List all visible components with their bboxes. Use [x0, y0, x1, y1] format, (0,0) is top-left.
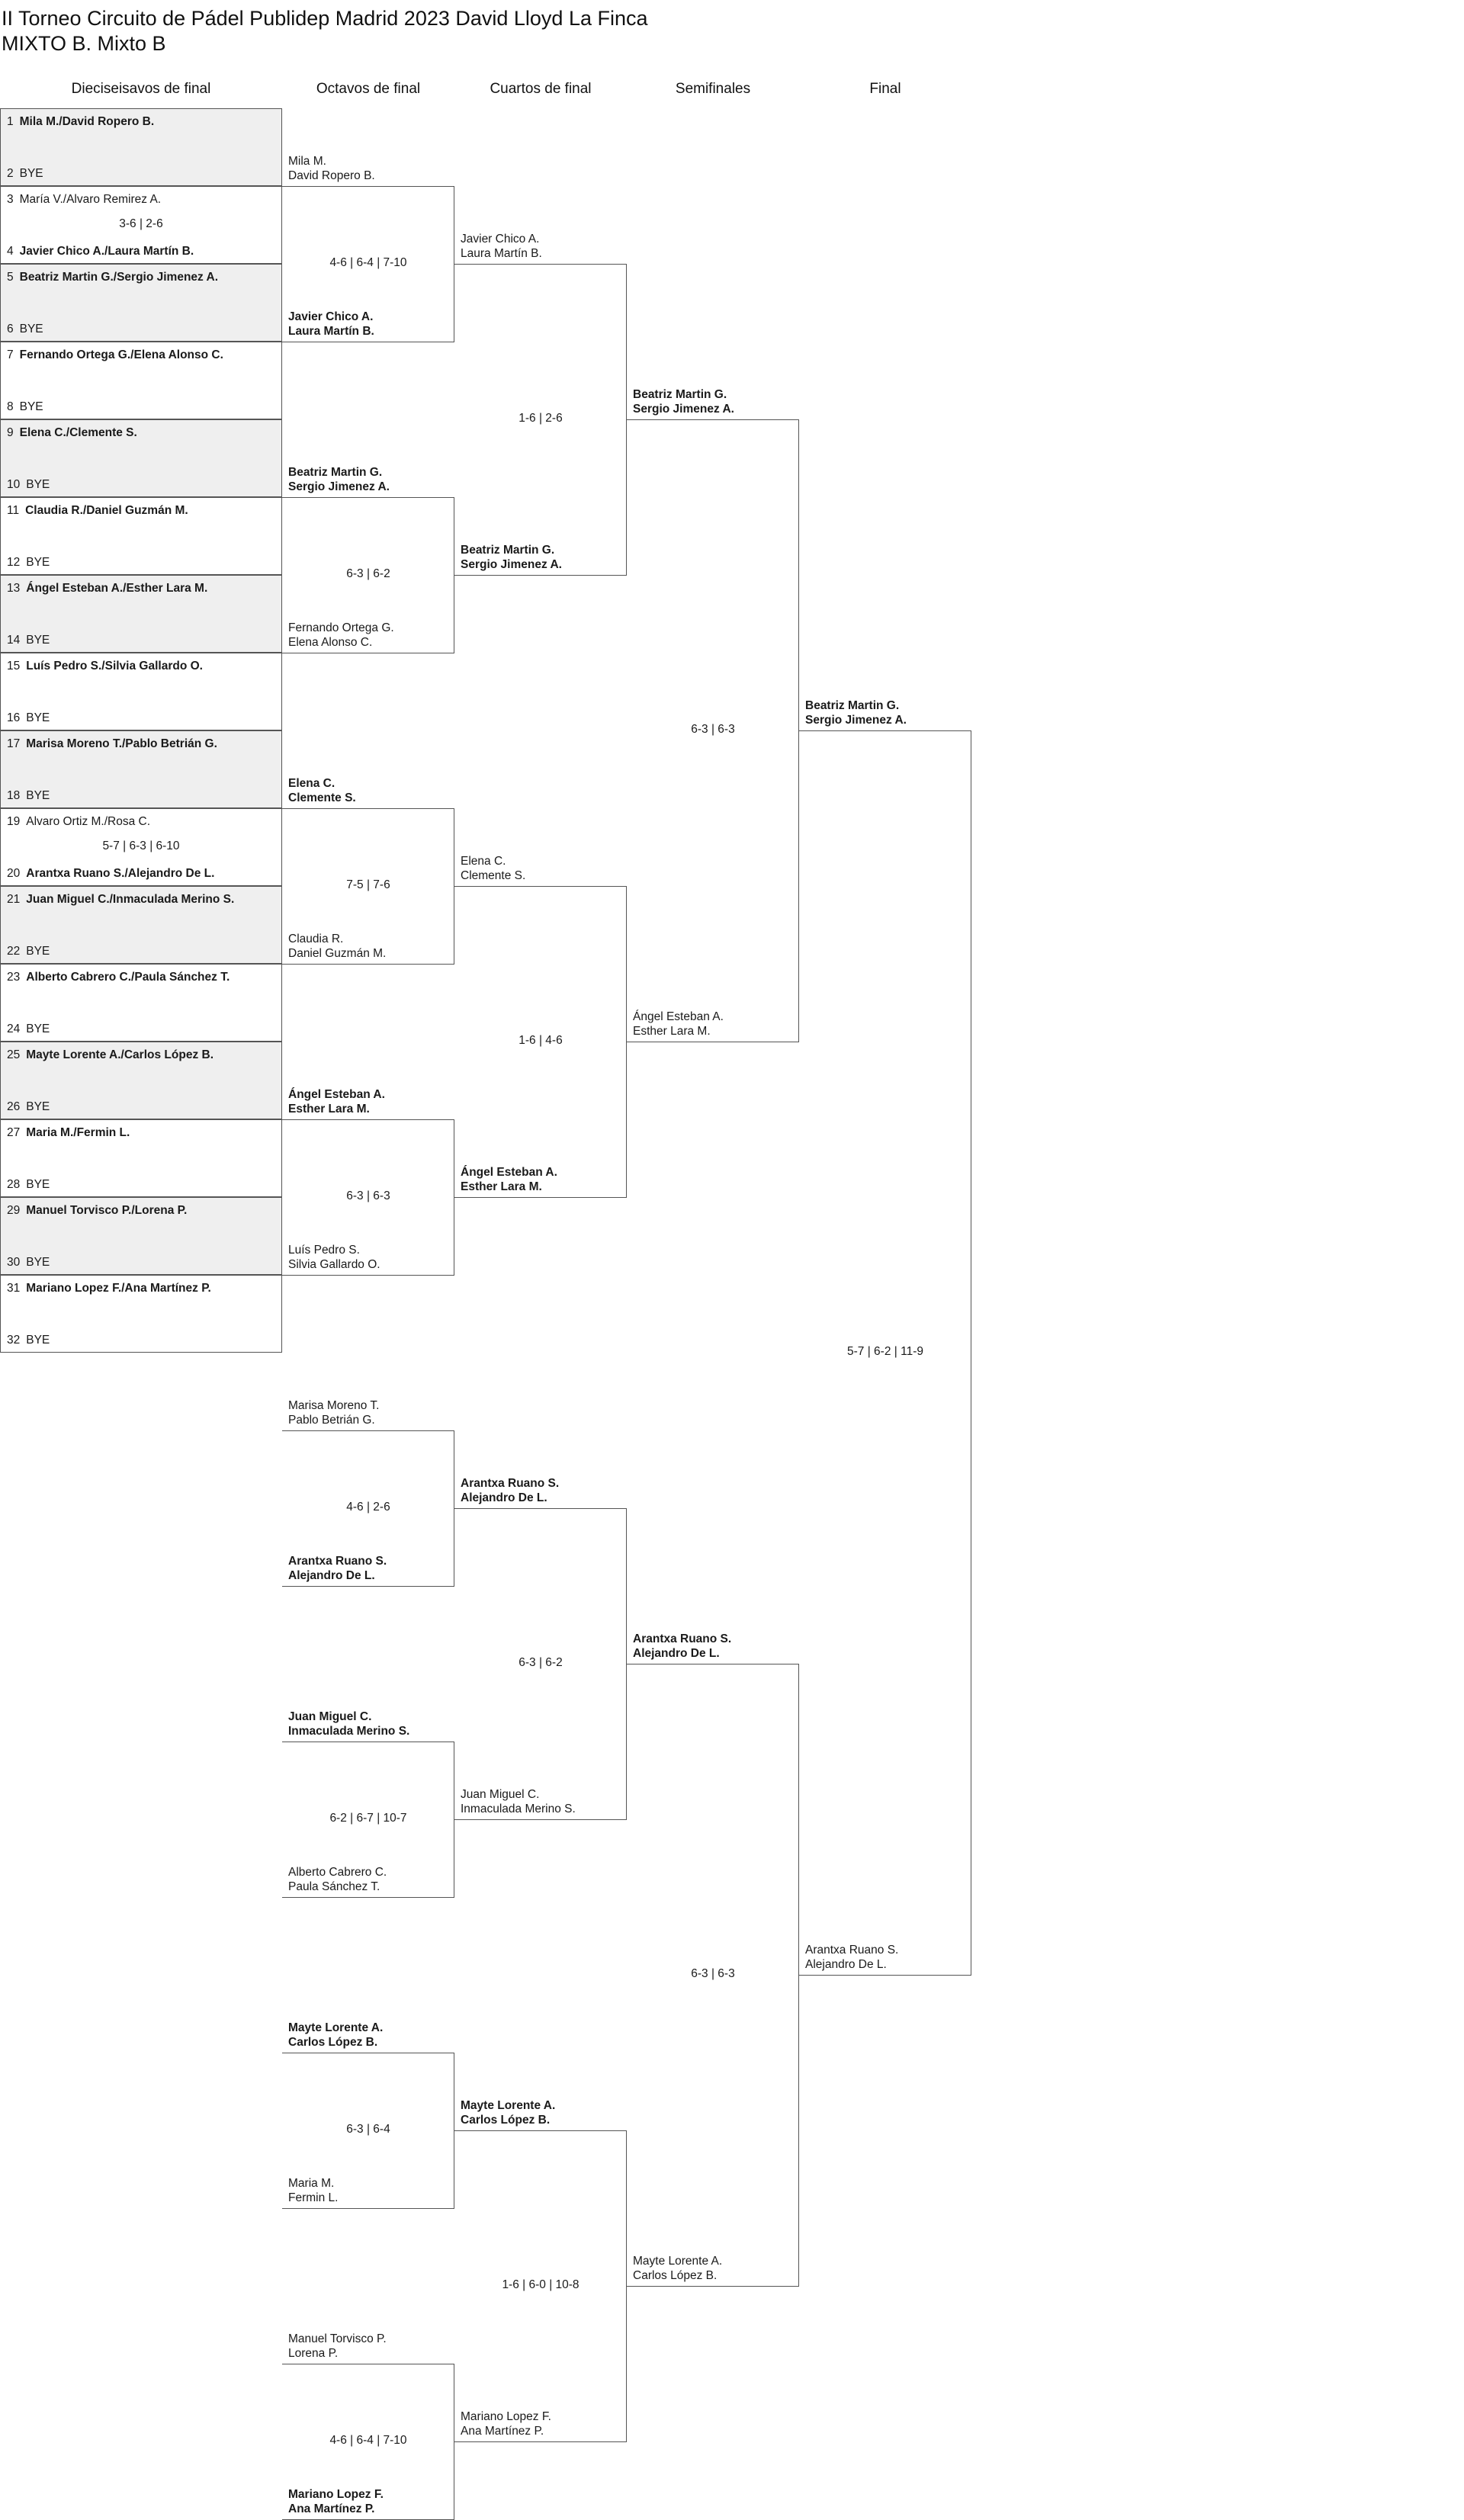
player-name: Laura Martín B. — [461, 247, 542, 260]
team-name: Maria M./Fermin L. — [26, 1126, 130, 1139]
player-name: Beatriz Martin G. — [633, 388, 727, 401]
seed-number: 29 — [7, 1204, 21, 1217]
player-pair — [7, 1022, 50, 1036]
seed-number: 18 — [7, 789, 21, 802]
team-name: Javier Chico A./Laura Martín B. — [19, 245, 194, 258]
match-box[interactable] — [0, 108, 282, 186]
team-name: Mayte Lorente A./Carlos López B. — [26, 1048, 214, 1061]
team-name: Arantxa Ruano S./Alejandro De L. — [26, 867, 215, 880]
player-pair — [7, 1282, 211, 1295]
player-name: Marisa Moreno T. — [288, 1399, 380, 1412]
team-entry — [288, 310, 374, 339]
player-name: Ana Martínez P. — [461, 2425, 544, 2438]
team-entry — [288, 776, 356, 805]
player-name: Daniel Guzmán M. — [288, 947, 387, 960]
round-header: Octavos de final — [316, 81, 421, 97]
player-name: Fermin L. — [288, 2191, 339, 2204]
player-name: Pablo Betrián G. — [288, 1414, 375, 1427]
player-pair — [7, 1204, 187, 1218]
player-pair — [7, 737, 217, 751]
match-score: 6-3 | 6-3 — [691, 1967, 735, 1980]
player-name: Mariano Lopez F. — [461, 2410, 551, 2423]
team-name: Claudia R./Daniel Guzmán M. — [25, 504, 188, 517]
match-box[interactable] — [0, 886, 282, 964]
team-name: BYE — [26, 478, 50, 491]
player-name: Carlos López B. — [461, 2114, 551, 2127]
player-name: Inmaculada Merino S. — [461, 1803, 576, 1815]
seed-number: 27 — [7, 1126, 21, 1139]
team-name: BYE — [26, 1100, 50, 1113]
team-entry — [633, 1010, 724, 1038]
player-name: Manuel Torvisco P. — [288, 2332, 387, 2345]
player-name: Arantxa Ruano S. — [461, 1477, 560, 1490]
player-pair — [7, 1126, 130, 1140]
seed-number: 1 — [7, 115, 14, 128]
match-box[interactable] — [0, 342, 282, 419]
team-name: BYE — [26, 945, 50, 958]
team-name: Marisa Moreno T./Pablo Betrián G. — [26, 737, 217, 750]
team-name: Juan Miguel C./Inmaculada Merino S. — [26, 893, 235, 906]
seed-number: 3 — [7, 193, 14, 206]
player-pair — [7, 945, 50, 958]
player-pair — [7, 426, 137, 440]
player-name: Alejandro De L. — [805, 1958, 887, 1971]
player-pair — [7, 1048, 214, 1062]
player-name: Sergio Jimenez A. — [461, 558, 562, 571]
player-name: Mariano Lopez F. — [288, 2488, 384, 2501]
player-pair — [7, 1100, 50, 1114]
seed-number: 19 — [7, 815, 21, 828]
player-pair — [7, 971, 230, 984]
player-name: Alejandro De L. — [461, 1491, 547, 1504]
team-name: Mila M./David Ropero B. — [19, 115, 155, 128]
player-name: Sergio Jimenez A. — [288, 480, 390, 493]
player-name: Carlos López B. — [633, 2269, 718, 2282]
team-name: Alvaro Ortiz M./Rosa C. — [26, 815, 151, 828]
player-name: Juan Miguel C. — [288, 1710, 372, 1723]
player-name: Maria M. — [288, 2177, 335, 2190]
player-name: Clemente S. — [461, 869, 526, 882]
team-entry — [288, 2176, 338, 2205]
player-name: Claudia R. — [288, 933, 344, 945]
match-score: 6-3 | 6-3 — [346, 1189, 390, 1202]
match-box[interactable] — [0, 186, 282, 264]
seed-number: 17 — [7, 737, 21, 750]
player-name: Esther Lara M. — [461, 1180, 542, 1193]
player-pair — [7, 1256, 50, 1270]
match-score: 4-6 | 2-6 — [346, 1501, 390, 1514]
match-box[interactable] — [0, 808, 282, 886]
team-entry — [461, 1787, 576, 1816]
team-name: BYE — [26, 1022, 50, 1035]
team-entry — [461, 1165, 557, 1194]
player-name: Arantxa Ruano S. — [805, 1944, 899, 1957]
player-name: Beatriz Martin G. — [805, 699, 900, 712]
round-header: Cuartos de final — [490, 81, 592, 97]
team-name: María V./Alvaro Remirez A. — [19, 193, 162, 206]
player-name: Mila M. — [288, 155, 326, 168]
player-name: Beatriz Martin G. — [461, 544, 555, 557]
seed-number: 5 — [7, 271, 14, 284]
team-name: BYE — [26, 711, 50, 724]
seed-number: 32 — [7, 1334, 21, 1347]
match-box[interactable] — [0, 264, 282, 342]
team-name: Fernando Ortega G./Elena Alonso C. — [19, 348, 223, 361]
player-name: Alejandro De L. — [288, 1569, 375, 1582]
team-entry — [461, 232, 542, 261]
seed-number: 30 — [7, 1256, 21, 1269]
match-score: 6-3 | 6-3 — [691, 723, 735, 736]
player-name: Elena C. — [461, 855, 506, 868]
round-header: Dieciseisavos de final — [71, 81, 211, 97]
match-box[interactable] — [0, 964, 282, 1042]
team-name: Mariano Lopez F./Ana Martínez P. — [26, 1282, 211, 1295]
player-pair — [7, 400, 43, 414]
player-name: Fernando Ortega G. — [288, 621, 394, 634]
player-name: Arantxa Ruano S. — [633, 1632, 732, 1645]
seed-number: 10 — [7, 478, 21, 491]
seed-number: 21 — [7, 893, 21, 906]
match-box[interactable] — [0, 1275, 282, 1353]
player-name: Ángel Esteban A. — [461, 1166, 557, 1179]
match-score: 5-7 | 6-2 | 11-9 — [847, 1345, 923, 1358]
player-pair — [7, 1178, 50, 1192]
seed-number: 9 — [7, 426, 14, 439]
team-name: BYE — [26, 556, 50, 569]
player-pair — [7, 193, 161, 207]
player-name: Sergio Jimenez A. — [805, 714, 907, 727]
player-pair — [7, 323, 43, 336]
player-name: Ángel Esteban A. — [288, 1088, 385, 1101]
team-entry — [288, 2332, 387, 2361]
player-pair — [7, 115, 154, 129]
team-name: Luís Pedro S./Silvia Gallardo O. — [26, 660, 203, 673]
player-name: Mayte Lorente A. — [461, 2099, 556, 2112]
player-name: Javier Chico A. — [288, 310, 374, 323]
player-pair — [7, 478, 50, 492]
team-entry — [633, 1632, 731, 1661]
team-name: BYE — [26, 1334, 50, 1347]
match-score: 6-3 | 6-4 — [346, 2123, 390, 2136]
match-score: 6-3 | 6-2 — [346, 567, 390, 580]
team-name: BYE — [19, 323, 43, 335]
player-pair — [7, 867, 214, 881]
player-name: Javier Chico A. — [461, 233, 540, 246]
match-score: 4-6 | 6-4 | 7-10 — [329, 256, 407, 269]
player-name: Mayte Lorente A. — [288, 2021, 384, 2034]
match-box[interactable] — [0, 653, 282, 730]
seed-number: 2 — [7, 167, 14, 180]
player-pair — [7, 348, 223, 362]
team-entry — [805, 698, 907, 727]
player-name: Esther Lara M. — [288, 1103, 370, 1116]
match-box[interactable] — [0, 1197, 282, 1275]
team-name: BYE — [26, 1256, 50, 1269]
player-name: Carlos López B. — [288, 2036, 378, 2049]
match-score: 5-7 | 6-3 | 6-10 — [102, 839, 180, 852]
team-name: Beatriz Martin G./Sergio Jimenez A. — [19, 271, 219, 284]
match-score: 6-3 | 6-2 — [518, 1656, 563, 1669]
team-entry — [288, 1865, 387, 1894]
team-entry — [288, 465, 390, 494]
match-box[interactable] — [0, 575, 282, 653]
match-score: 4-6 | 6-4 | 7-10 — [329, 2434, 407, 2447]
team-name: BYE — [26, 634, 50, 647]
player-pair — [7, 789, 50, 803]
player-pair — [7, 245, 194, 258]
match-score: 1-6 | 2-6 — [518, 412, 563, 425]
seed-number: 16 — [7, 711, 21, 724]
team-entry — [288, 1243, 380, 1272]
player-pair — [7, 711, 50, 725]
player-name: Beatriz Martin G. — [288, 466, 383, 479]
team-entry — [288, 1087, 385, 1116]
seed-number: 4 — [7, 245, 14, 258]
player-name: Laura Martín B. — [288, 325, 374, 338]
round-header: Final — [869, 81, 901, 97]
seed-number: 20 — [7, 867, 21, 880]
player-name: Elena C. — [288, 777, 336, 790]
team-name: BYE — [26, 1178, 50, 1191]
player-name: Ángel Esteban A. — [633, 1010, 724, 1023]
player-pair — [7, 271, 218, 284]
team-entry — [288, 2021, 383, 2050]
team-entry — [288, 154, 375, 183]
player-name: Sergio Jimenez A. — [633, 403, 734, 416]
seed-number: 15 — [7, 660, 21, 673]
player-pair — [7, 660, 203, 673]
team-entry — [461, 543, 562, 572]
player-name: Silvia Gallardo O. — [288, 1258, 380, 1271]
match-box[interactable] — [0, 419, 282, 497]
player-name: Esther Lara M. — [633, 1025, 711, 1038]
team-name: Elena C./Clemente S. — [19, 426, 137, 439]
tournament-title: II Torneo Circuito de Pádel Publidep Madrid 2023 David Lloyd La Finca — [2, 7, 648, 30]
player-pair — [7, 167, 43, 181]
player-pair — [7, 815, 150, 829]
player-name: Juan Miguel C. — [461, 1788, 540, 1801]
category-subtitle: MIXTO B. Mixto B — [2, 32, 166, 55]
team-entry — [288, 621, 394, 650]
team-name: Alberto Cabrero C./Paula Sánchez T. — [26, 971, 230, 984]
seed-number: 14 — [7, 634, 21, 647]
team-entry — [633, 387, 734, 416]
team-name: Manuel Torvisco P./Lorena P. — [26, 1204, 188, 1217]
team-name: BYE — [26, 789, 50, 802]
seed-number: 26 — [7, 1100, 21, 1113]
player-pair — [7, 634, 50, 647]
team-entry — [461, 854, 525, 883]
team-entry — [288, 2487, 384, 2516]
team-entry — [288, 1398, 379, 1427]
player-name: Ana Martínez P. — [288, 2502, 375, 2515]
player-name: Alejandro De L. — [633, 1647, 720, 1660]
match-score: 6-2 | 6-7 | 10-7 — [329, 1812, 407, 1825]
player-pair — [7, 1334, 50, 1347]
team-entry — [461, 2409, 551, 2438]
match-score: 1-6 | 6-0 | 10-8 — [502, 2278, 580, 2291]
seed-number: 28 — [7, 1178, 21, 1191]
team-entry — [633, 2254, 722, 2283]
round-header: Semifinales — [675, 81, 751, 97]
seed-number: 8 — [7, 400, 14, 413]
seed-number: 6 — [7, 323, 14, 335]
match-score: 3-6 | 2-6 — [119, 217, 163, 230]
player-name: Paula Sánchez T. — [288, 1880, 380, 1893]
player-name: Clemente S. — [288, 791, 356, 804]
seed-number: 24 — [7, 1022, 21, 1035]
player-name: Inmaculada Merino S. — [288, 1725, 410, 1738]
team-name: BYE — [19, 167, 43, 180]
match-box[interactable] — [0, 1042, 282, 1119]
team-entry — [288, 1554, 387, 1583]
team-entry — [288, 932, 386, 961]
seed-number: 23 — [7, 971, 21, 984]
seed-number: 12 — [7, 556, 21, 569]
match-score: 1-6 | 4-6 — [518, 1034, 563, 1047]
team-entry — [461, 2098, 555, 2127]
player-name: David Ropero B. — [288, 169, 375, 182]
seed-number: 11 — [7, 504, 20, 517]
player-name: Mayte Lorente A. — [633, 2255, 723, 2268]
seed-number: 22 — [7, 945, 21, 958]
player-pair — [7, 582, 207, 595]
match-box[interactable] — [0, 730, 282, 808]
player-pair — [7, 893, 234, 907]
player-name: Elena Alonso C. — [288, 636, 373, 649]
seed-number: 25 — [7, 1048, 21, 1061]
player-name: Arantxa Ruano S. — [288, 1555, 387, 1568]
seed-number: 7 — [7, 348, 14, 361]
player-pair — [7, 504, 188, 518]
team-entry — [461, 1476, 559, 1505]
player-name: Lorena P. — [288, 2347, 339, 2360]
team-entry — [805, 1943, 898, 1972]
team-name: BYE — [19, 400, 43, 413]
match-box[interactable] — [0, 1119, 282, 1197]
seed-number: 31 — [7, 1282, 21, 1295]
player-name: Luís Pedro S. — [288, 1244, 360, 1257]
team-entry — [288, 1709, 409, 1738]
match-score: 7-5 | 7-6 — [346, 878, 390, 891]
seed-number: 13 — [7, 582, 21, 595]
match-box[interactable] — [0, 497, 282, 575]
team-name: Ángel Esteban A./Esther Lara M. — [26, 582, 208, 595]
player-pair — [7, 556, 50, 570]
player-name: Alberto Cabrero C. — [288, 1866, 387, 1879]
